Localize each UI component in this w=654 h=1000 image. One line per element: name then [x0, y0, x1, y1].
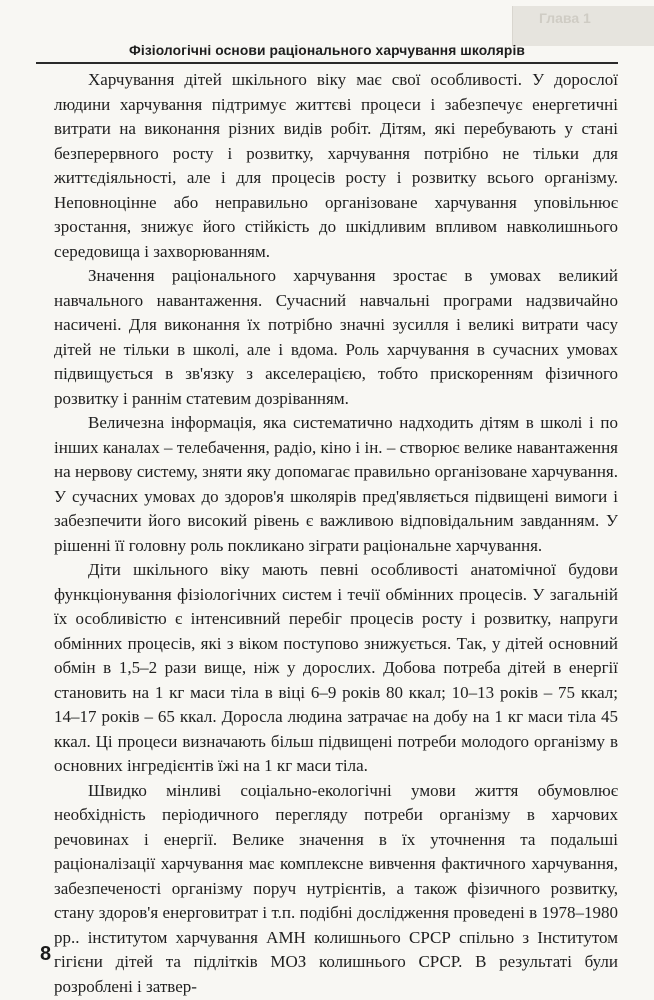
running-header: Фізіологічні основи раціонального харчування школярів	[129, 42, 525, 58]
chapter-tab-label: Глава 1	[539, 10, 591, 26]
paragraph: Значення раціонального харчування зростає в умовах великий навчального навантаження. Сучасний навчальні програми надзвичайно насичені. Для виконання їх потрібно значні зусилля і великі витрати часу дітей не тільки в школі, але і вдома. Роль харчування в сучасних умовах підвищується в зв'язку з акселерацією, тобто прискоренням фізичного розвитку і раннім статевим дозріванням.	[54, 266, 618, 408]
header-rule	[36, 62, 618, 64]
paragraph: Харчування дітей шкільного віку має свої особливості. У дорослої людини харчування підтримує життєві процеси і забезпечує енергетичні витрати на виконання різних видів робіт. Дітям, які перебувають у стані безперервного росту і розвитку, харчування потрібно не тільки для життєдіяльності, але і для процесів росту і розвитку всього організму. Неповноцінне або неправильно організоване харчування уповільнює зростання, знижує його стійкість до шкідливим впливом навколишнього середовища і захворюванням.	[54, 70, 618, 261]
body-text	[54, 68, 618, 999]
paragraph: Діти шкільного віку мають певні особливості анатомічної будови функціонування фізіологічних систем і течії обмінних процесів. У загальній їх особливістю є інтенсивний перебіг процесів росту і розвитку, напруги обмінних процесів, які з віком поступово знижується. Так, у дітей основний обмін в 1,5–2 рази вище, ніж у дорослих. Добова потреба дітей в енергії становить на 1 кг маси тіла в віці 6–9 років 80 ккал; 10–13 років – 75 ккал; 14–17 років – 65 ккал. Доросла людина затрачає на добу на 1 кг маси тіла 45 ккал. Ці процеси визначають більш підвищені потреби молодого організму в основних інгредієнтів їжі на 1 кг маси тіла.	[54, 560, 618, 775]
page-number: 8	[40, 943, 52, 965]
paragraph: Величезна інформація, яка систематично надходить дітям в школі і по інших каналах – телебачення, радіо, кіно і ін. – створює велике навантаження на нервову систему, зняти яку допомагає правильно організоване харчування. У сучасних умовах до здоров'я школярів пред'являється підвищені вимоги і забезпечити його високий рівень є важливою відповідальним завданням. У рішенні її головну роль покликано зіграти раціональне харчування.	[54, 413, 618, 555]
paragraph: Швидко мінливі соціально-екологічні умови життя обумовлює необхідність періодичного перегляду потреби організму в харчових речовинах і енергії. Велике значення в їх уточнення та подальші раціоналізації харчування має комплексне вивчення фактичного харчування, забезпеченості організму поруч нутрієнтів, а також фізичного розвитку, стану здоров'я енерговитрат і т.п. подібні дослідження проведені в 1978–1980 рр.. інститутом харчування АМН колишнього СРСР спільно з Інститутом гігієни дітей та підлітків МОЗ колишнього СРСР. В результаті були розроблені і затвер-	[54, 780, 618, 996]
